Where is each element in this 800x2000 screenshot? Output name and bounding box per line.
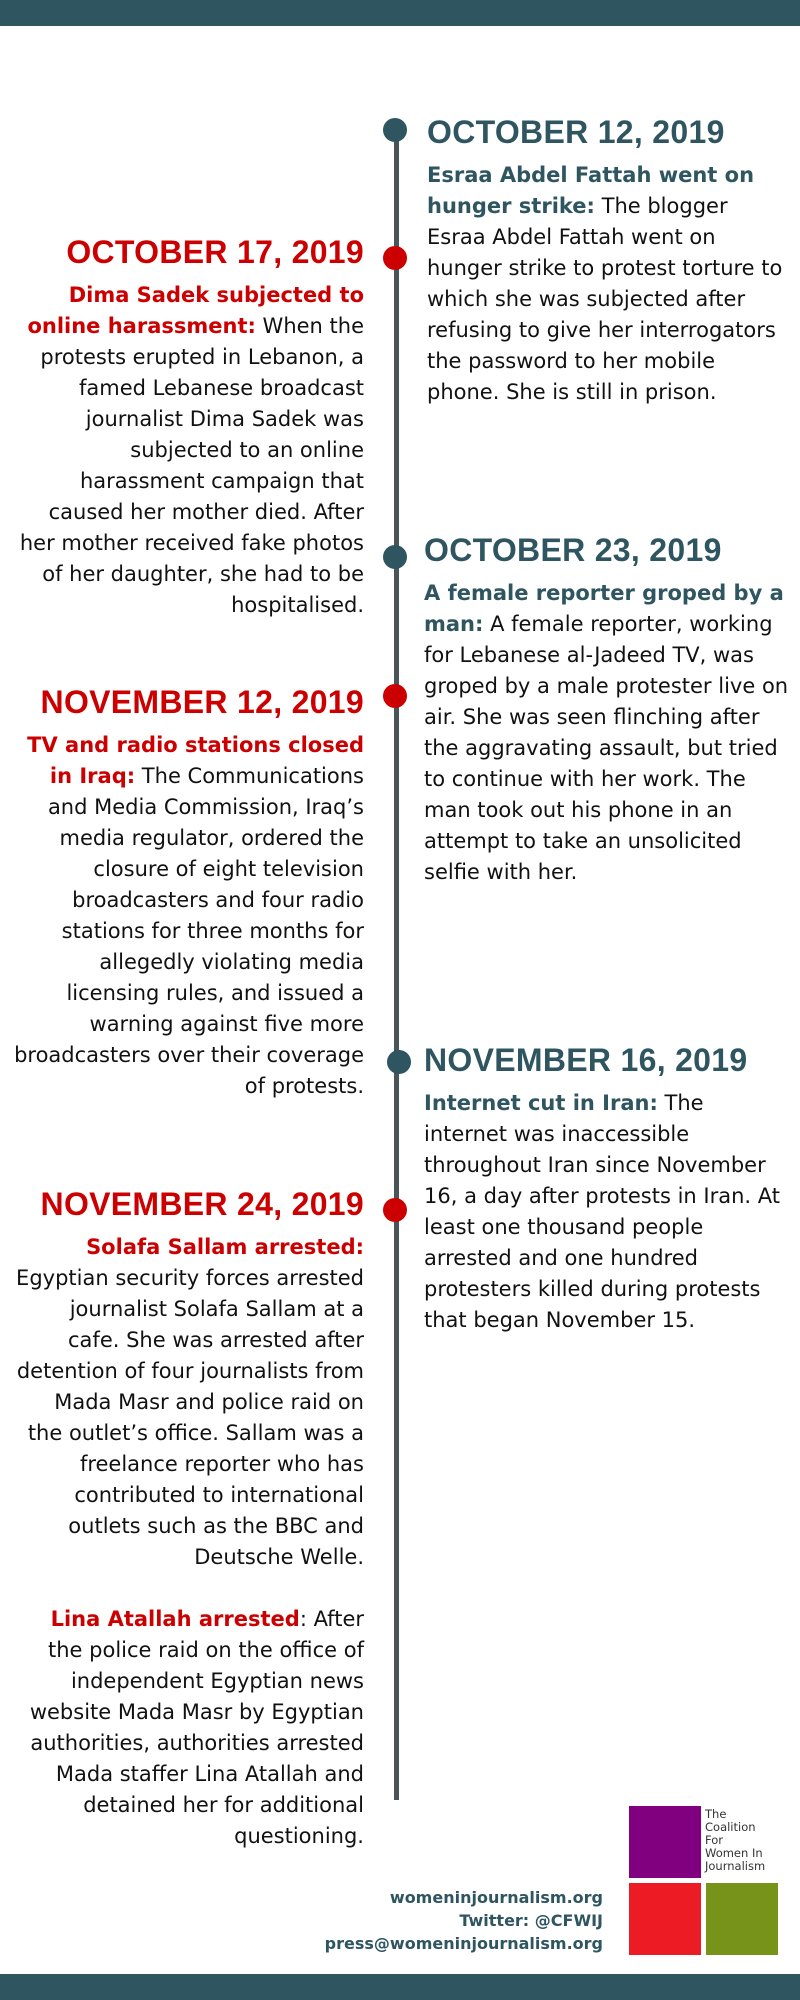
timeline-dot-nov-12 [383, 684, 407, 708]
event-description [424, 1088, 786, 1336]
logo-text-line: Women In [705, 1846, 763, 1860]
logo-text-line: Coalition [705, 1820, 756, 1834]
timeline-dot-oct-17 [383, 246, 407, 270]
twitter-handle[interactable]: Twitter: @CFWIJ [459, 1911, 603, 1930]
event-headline: Dima Sadek subjected to online harassment: [27, 283, 364, 338]
event-oct-23 [424, 532, 789, 888]
event-description [16, 1232, 364, 1852]
event-paragraph-solafa [16, 1232, 364, 1573]
event-description [427, 160, 787, 408]
logo-text-line: Journalism [705, 1859, 766, 1873]
event-text: The internet was inaccessible throughout Iran since November 16, a day after protests in Iran. At least one thousand people arrested and one hundred protesters killed during protests that began November 15. [424, 1091, 780, 1332]
top-banner [0, 0, 800, 26]
timeline-dot-oct-12 [383, 118, 407, 142]
bottom-banner [0, 1974, 800, 2000]
timeline-dot-nov-24 [383, 1198, 407, 1222]
logo-green-square [706, 1883, 778, 1955]
press-email[interactable]: press@womeninjournalism.org [324, 1934, 603, 1953]
logo-text [705, 1808, 779, 1873]
event-text: The Communications and Media Commission, Iraq’s media regulator, ordered the closure of eight television broadcasters and four radio stations for three months for allegedly violating media licensing rules, and issued a warning against five more broadcasters over their coverage of protests. [14, 764, 364, 1098]
event-text: A female reporter, working for Lebanese al-Jadeed TV, was groped by a male protester live on air. She was seen flinching after the aggravating assault, but tried to continue with her work. The man took out his phone in an attempt to take an unsolicited selfie with her. [424, 612, 789, 884]
event-headline: A female reporter groped by a man: [424, 581, 784, 636]
event-oct-12 [427, 114, 787, 408]
timeline-line [394, 130, 399, 1800]
event-headline: Solafa Sallam arrested: [86, 1235, 364, 1259]
event-date: OCTOBER 23, 2019 [424, 532, 722, 568]
event-text-2: : After the police raid on the office of independent Egyptian news website Mada Masr by Egyptian authorities, authorities arrested Mada staffer Lina Atallah and detained her for additional questioning. [29, 1607, 364, 1848]
event-headline: Internet cut in Iran: [424, 1091, 658, 1115]
logo-text-line: For [705, 1833, 723, 1847]
event-paragraph-lina [16, 1604, 364, 1852]
event-oct-17 [16, 234, 364, 621]
event-nov-12 [12, 684, 364, 1102]
footer-contact [300, 1886, 603, 1955]
timeline-dot-nov-16 [387, 1050, 411, 1074]
event-nov-16 [424, 1042, 786, 1336]
event-date: OCTOBER 17, 2019 [66, 234, 364, 270]
logo-text-line: The [705, 1807, 727, 1821]
event-date: NOVEMBER 24, 2019 [40, 1186, 364, 1222]
event-text: Egyptian security forces arrested journalist Solafa Sallam at a cafe. She was arrested after detention of four journalists from Mada Masr and police raid on the outlet’s office. Sallam was a freelance reporter who has contributed to international outlets such as the BBC and Deutsche Welle. [16, 1266, 364, 1569]
event-text: The blogger Esraa Abdel Fattah went on hunger strike to protest torture to which she was subjected after refusing to give her interrogators the password to her mobile phone. She is still in prison. [427, 194, 783, 404]
event-description [12, 730, 364, 1102]
event-description [424, 578, 789, 888]
logo-red-square [629, 1883, 701, 1955]
cfwij-logo [629, 1806, 778, 1955]
event-headline-2: Lina Atallah arrested [50, 1607, 300, 1631]
event-headline: Esraa Abdel Fattah went on hunger strike: [427, 163, 755, 218]
event-date: NOVEMBER 16, 2019 [424, 1042, 748, 1078]
event-headline: TV and radio stations closed in Iraq: [27, 733, 364, 788]
logo-purple-square [629, 1806, 701, 1878]
event-description [16, 280, 364, 621]
timeline-dot-oct-23 [383, 545, 407, 569]
event-date: OCTOBER 12, 2019 [427, 114, 725, 150]
event-text: When the protests erupted in Lebanon, a famed Lebanese broadcast journalist Dima Sadek was subjected to an online harassment campaign that caused her mother died. After her mother received fake photos of her daughter, she had to be hospitalised. [19, 314, 364, 617]
event-nov-24 [16, 1186, 364, 1852]
event-date: NOVEMBER 12, 2019 [40, 684, 364, 720]
website-link[interactable]: womeninjournalism.org [389, 1888, 603, 1907]
